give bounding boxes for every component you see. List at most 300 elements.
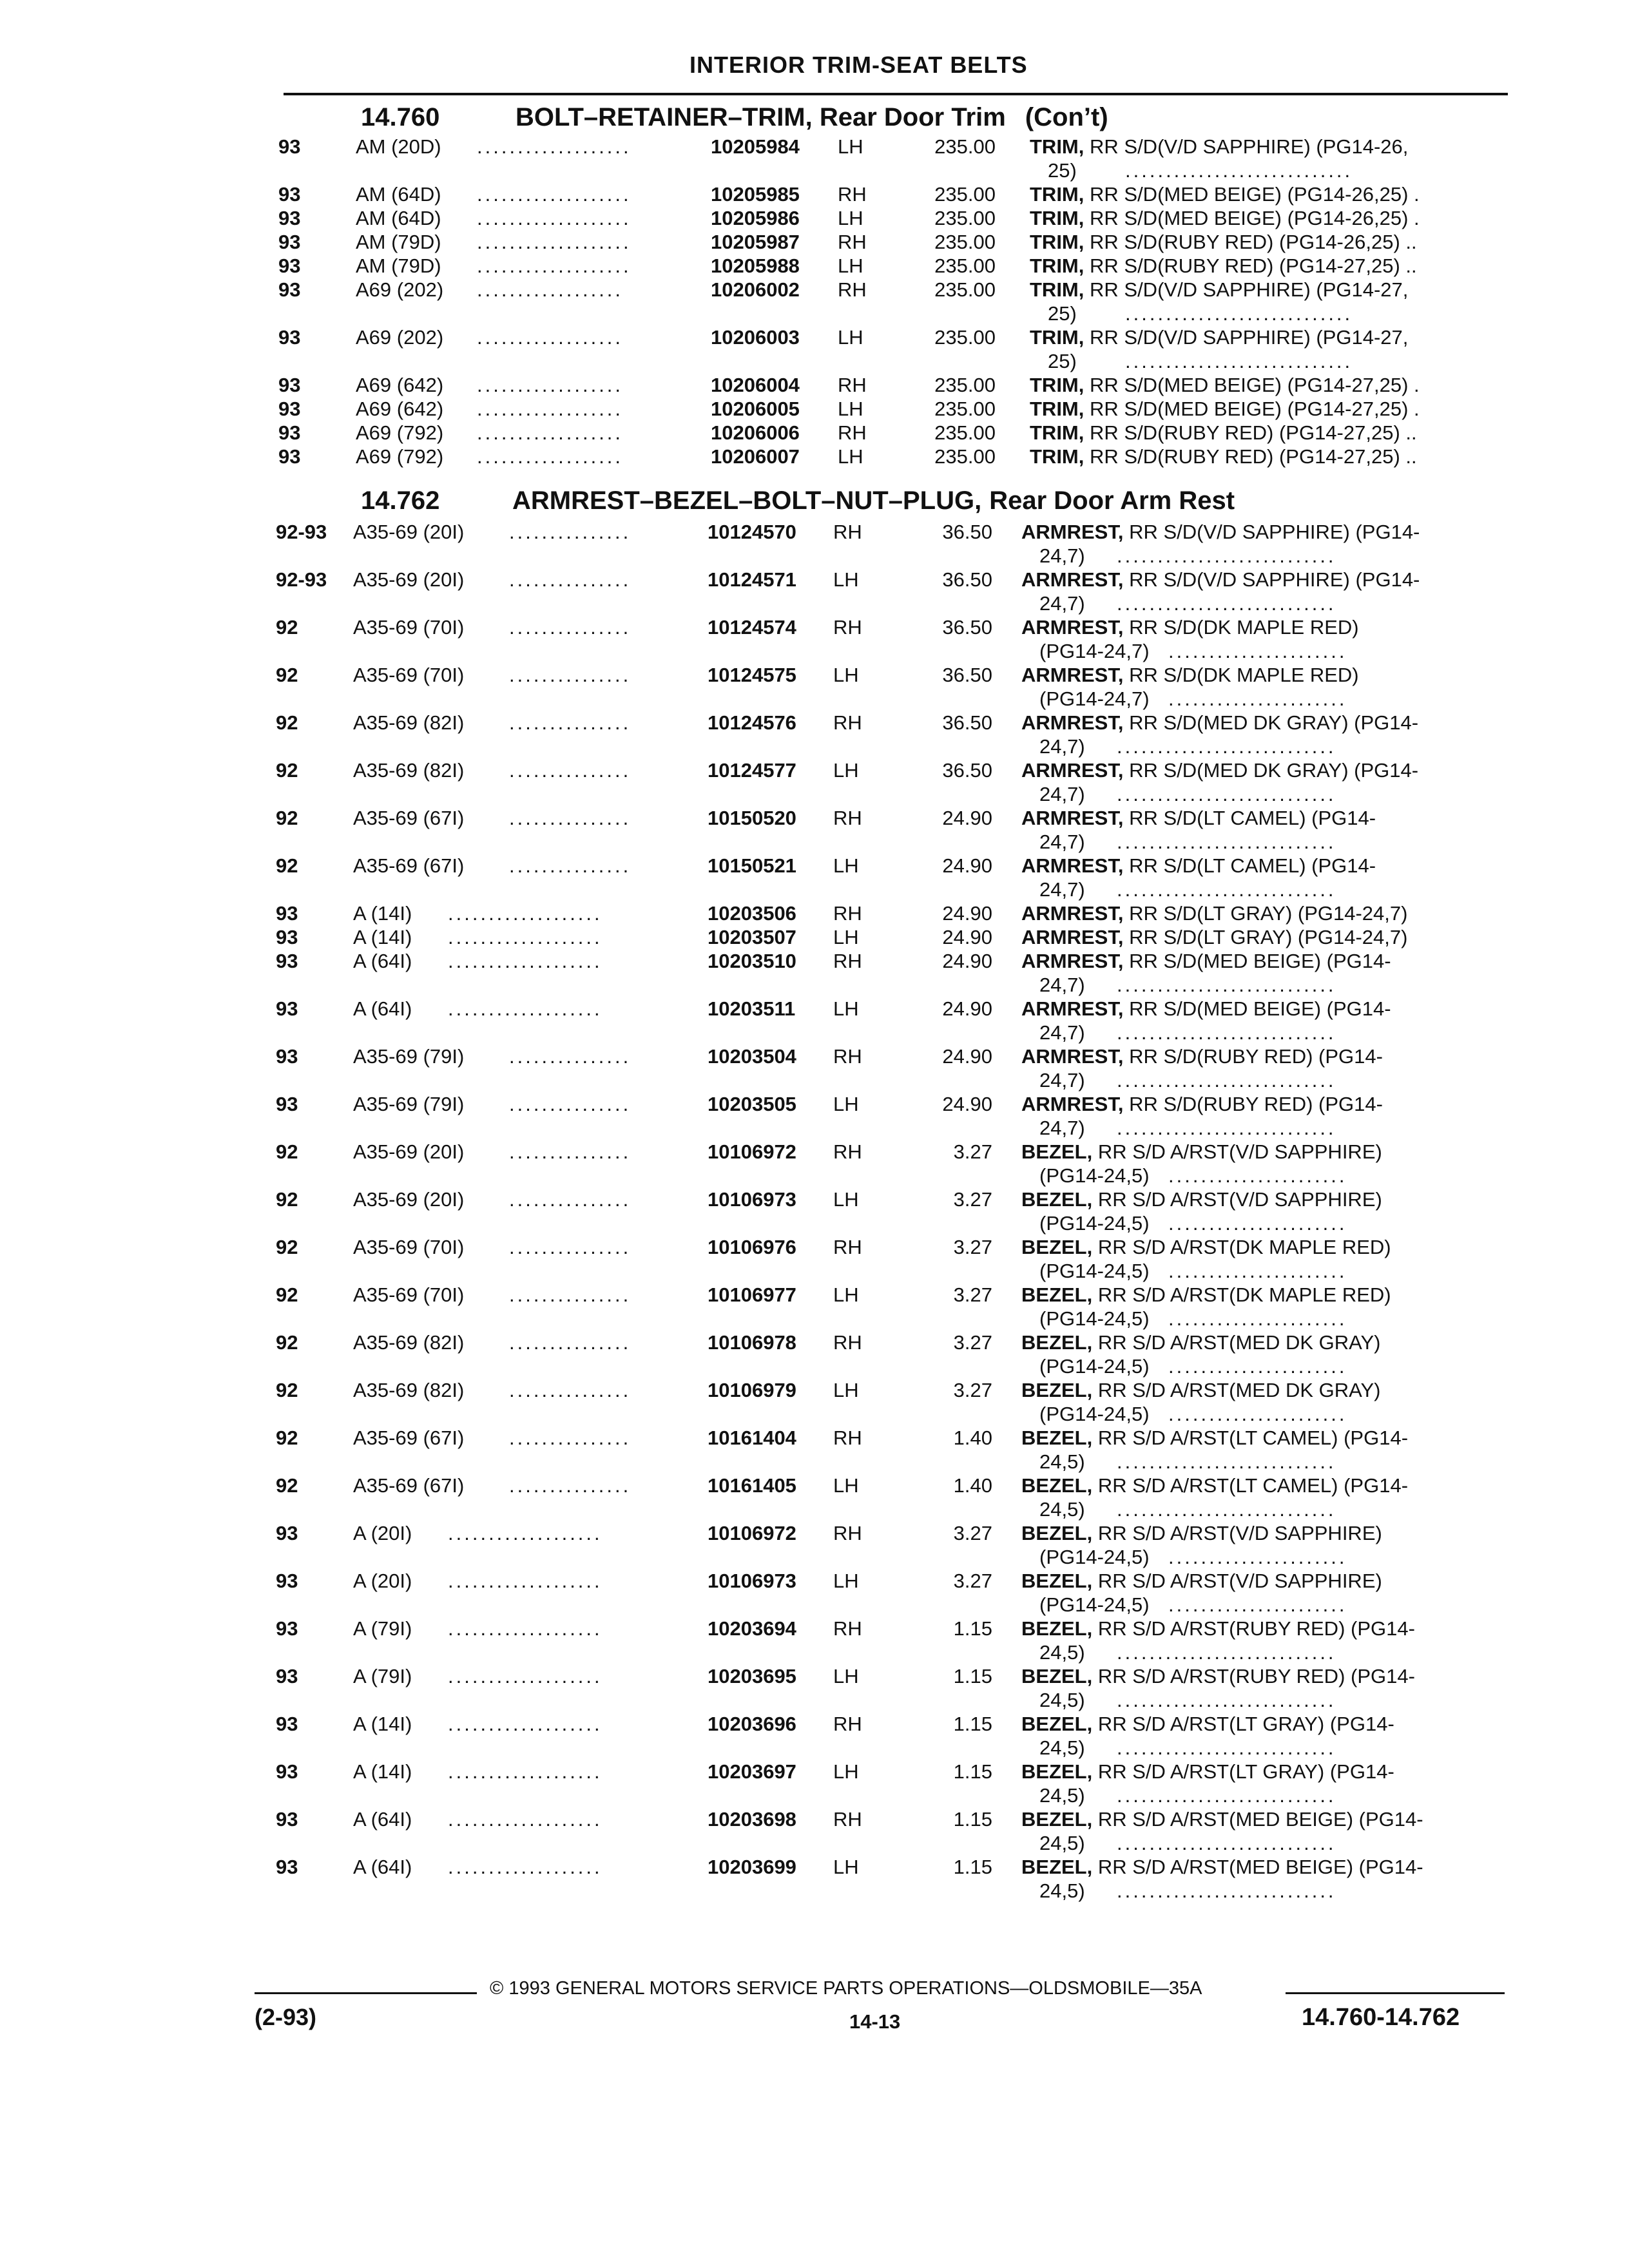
description	[1021, 1140, 1382, 1164]
model-code: A35-69 (20I)	[353, 1188, 465, 1211]
model-code: A35-69 (67I)	[353, 854, 465, 877]
model-code: A (64I)	[353, 1808, 412, 1831]
description-continuation: 24,7)	[1039, 783, 1085, 805]
model-code: A (64I)	[353, 997, 412, 1020]
model-year: 93	[276, 1617, 298, 1640]
description	[1021, 1856, 1423, 1879]
desc-space	[1123, 616, 1129, 639]
desc-space	[1084, 207, 1090, 229]
leader-dots: ...................	[448, 1522, 602, 1544]
leader-dots: ...................	[477, 135, 631, 158]
price: 235.00	[934, 421, 996, 444]
model-code: A35-69 (70I)	[353, 1283, 465, 1306]
model-code: A (20I)	[353, 1570, 412, 1592]
model-year: 92	[276, 854, 298, 877]
side: LH	[833, 1856, 859, 1878]
part-number: 10106972	[708, 1140, 796, 1163]
model-code: A35-69 (67I)	[353, 1427, 465, 1449]
table-row	[0, 950, 1629, 997]
description-keyword: ARMREST,	[1021, 926, 1124, 948]
description-text: RR S/D A/RST(RUBY RED) (PG14-	[1097, 1617, 1415, 1640]
table-row	[0, 568, 1629, 616]
description-continuation: (PG14-24,5)	[1039, 1164, 1150, 1187]
desc-space	[1123, 711, 1129, 734]
price: 36.50	[942, 568, 992, 591]
description-keyword: ARMREST,	[1021, 568, 1124, 591]
price: 24.90	[942, 854, 992, 877]
desc-space	[1084, 445, 1090, 468]
model-code: A69 (642)	[356, 398, 444, 420]
leader-dots: ..................	[477, 398, 624, 420]
desc-space	[1123, 521, 1129, 543]
table-row	[0, 1379, 1629, 1427]
side: LH	[833, 926, 859, 948]
description-continuation: (PG14-24,7)	[1039, 640, 1150, 662]
part-number: 10150520	[708, 807, 796, 829]
description-leader-dots: ...........................	[1117, 1736, 1336, 1759]
model-code: A69 (792)	[356, 445, 444, 468]
desc-space	[1123, 854, 1129, 877]
description-text: RR S/D(RUBY RED) (PG14-27,25) ..	[1090, 421, 1417, 444]
description-keyword: ARMREST,	[1021, 664, 1124, 686]
leader-dots: ...............	[509, 568, 631, 591]
price: 1.15	[953, 1808, 992, 1831]
price: 1.15	[953, 1856, 992, 1878]
model-year: 93	[278, 207, 301, 229]
model-year: 92	[276, 1236, 298, 1258]
price: 3.27	[953, 1331, 992, 1354]
leader-dots: ...................	[477, 255, 631, 277]
model-code: A69 (792)	[356, 421, 444, 444]
part-number: 10206003	[711, 326, 800, 349]
side: LH	[838, 207, 863, 229]
side: RH	[833, 1236, 862, 1258]
side: LH	[833, 1474, 859, 1497]
side: LH	[833, 664, 859, 686]
model-year: 92	[276, 1283, 298, 1306]
model-year: 93	[278, 183, 301, 206]
leader-dots: ...............	[509, 521, 631, 543]
leader-dots: ...............	[509, 616, 631, 639]
model-year: 93	[278, 398, 301, 420]
model-year: 93	[276, 926, 298, 948]
description-leader-dots: ...........................	[1117, 1450, 1336, 1473]
model-year: 92	[276, 1140, 298, 1163]
model-year: 92	[276, 664, 298, 686]
description	[1021, 1236, 1391, 1259]
description-text: RR S/D(MED BEIGE) (PG14-	[1129, 950, 1391, 972]
leader-dots: ...............	[509, 1140, 631, 1163]
description-keyword: TRIM,	[1030, 421, 1084, 444]
price: 36.50	[942, 521, 992, 543]
side: LH	[833, 1760, 859, 1783]
description	[1021, 1093, 1383, 1116]
part-number: 10205984	[711, 135, 800, 158]
model-code: A35-69 (70I)	[353, 1236, 465, 1258]
desc-space	[1092, 1188, 1098, 1211]
description-text: RR S/D(MED BEIGE) (PG14-26,25) .	[1090, 183, 1420, 206]
model-code: A35-69 (70I)	[353, 616, 465, 639]
model-year: 93	[278, 374, 301, 396]
side: LH	[833, 1570, 859, 1592]
desc-space	[1092, 1427, 1098, 1449]
price: 235.00	[934, 231, 996, 253]
price: 24.90	[942, 807, 992, 829]
part-number: 10203504	[708, 1045, 796, 1068]
description-keyword: TRIM,	[1030, 326, 1084, 349]
price: 36.50	[942, 711, 992, 734]
description-continuation: (PG14-24,5)	[1039, 1260, 1150, 1282]
description-keyword: TRIM,	[1030, 255, 1084, 277]
part-number: 10203506	[708, 902, 796, 925]
side: LH	[833, 1379, 859, 1401]
part-number: 10106972	[708, 1522, 796, 1544]
side: LH	[833, 1283, 859, 1306]
table-row	[0, 664, 1629, 711]
table-row	[0, 374, 1629, 398]
desc-space	[1084, 421, 1090, 444]
side: RH	[833, 1331, 862, 1354]
desc-space	[1092, 1140, 1098, 1163]
model-year: 92	[276, 1188, 298, 1211]
leader-dots: ...................	[448, 1617, 602, 1640]
table-row	[0, 445, 1629, 469]
description-leader-dots: ......................	[1168, 1403, 1347, 1425]
description-continuation: 24,5)	[1039, 1879, 1085, 1902]
description	[1021, 1379, 1381, 1402]
description-keyword: ARMREST,	[1021, 1045, 1124, 1068]
side: LH	[833, 1188, 859, 1211]
table-row	[0, 1760, 1629, 1808]
table-row	[0, 1856, 1629, 1903]
model-code: AM (64D)	[356, 183, 441, 206]
description-text: RR S/D A/RST(LT GRAY) (PG14-	[1097, 1760, 1394, 1783]
table-row	[0, 326, 1629, 374]
model-code: A35-69 (20I)	[353, 1140, 465, 1163]
description-keyword: TRIM,	[1030, 231, 1084, 253]
desc-space	[1084, 231, 1090, 253]
description-leader-dots: ............................	[1125, 350, 1353, 372]
description-keyword: BEZEL,	[1021, 1283, 1093, 1306]
model-code: A35-69 (67I)	[353, 1474, 465, 1497]
model-code: A35-69 (82I)	[353, 1379, 465, 1401]
description	[1021, 711, 1418, 735]
description-keyword: ARMREST,	[1021, 950, 1124, 972]
desc-space	[1092, 1617, 1098, 1640]
side: LH	[838, 326, 863, 349]
table-row	[0, 711, 1629, 759]
model-code: AM (64D)	[356, 207, 441, 229]
description-continuation: 24,7)	[1039, 974, 1085, 996]
leader-dots: ...................	[448, 1665, 602, 1687]
part-number: 10124576	[708, 711, 796, 734]
part-number: 10161405	[708, 1474, 796, 1497]
part-number: 10203698	[708, 1808, 796, 1831]
leader-dots: ...................	[448, 997, 602, 1020]
footer-rule-left	[255, 1992, 477, 1994]
model-year: 92	[276, 1331, 298, 1354]
price: 3.27	[953, 1570, 992, 1592]
page-header: INTERIOR TRIM-SEAT BELTS	[689, 52, 1028, 78]
leader-dots: ...................	[448, 1808, 602, 1831]
description-leader-dots: ...........................	[1117, 544, 1336, 567]
price: 24.90	[942, 926, 992, 948]
description-text: RR S/D(MED BEIGE) (PG14-26,25) .	[1090, 207, 1420, 229]
description-leader-dots: ...........................	[1117, 783, 1336, 805]
side: RH	[833, 1808, 862, 1831]
side: LH	[838, 135, 863, 158]
price: 235.00	[934, 374, 996, 396]
price: 24.90	[942, 1093, 992, 1115]
part-number: 10203699	[708, 1856, 796, 1878]
description-keyword: TRIM,	[1030, 278, 1084, 301]
section-title-text: ARMREST–BEZEL–BOLT–NUT–PLUG,	[512, 486, 982, 515]
desc-space	[1123, 1045, 1129, 1068]
description-leader-dots: ...........................	[1117, 1832, 1336, 1854]
leader-dots: ...............	[509, 1427, 631, 1449]
description-continuation: 24,7)	[1039, 831, 1085, 853]
price: 1.15	[953, 1760, 992, 1783]
description-continuation: 24,7)	[1039, 1117, 1085, 1139]
description-continuation: 24,7)	[1039, 878, 1085, 901]
description-leader-dots: ...........................	[1117, 735, 1336, 758]
model-year: 93	[278, 445, 301, 468]
desc-space	[1092, 1236, 1098, 1258]
side: RH	[833, 616, 862, 639]
description	[1030, 374, 1420, 397]
description-text: RR S/D(DK MAPLE RED)	[1129, 664, 1359, 686]
desc-space	[1084, 374, 1090, 396]
model-code: A (14I)	[353, 1713, 412, 1735]
description	[1021, 664, 1359, 687]
description-keyword: BEZEL,	[1021, 1570, 1093, 1592]
description-keyword: BEZEL,	[1021, 1665, 1093, 1687]
model-code: A35-69 (67I)	[353, 807, 465, 829]
leader-dots: ..................	[477, 326, 624, 349]
model-year: 93	[278, 326, 301, 349]
description-keyword: ARMREST,	[1021, 807, 1124, 829]
description-text: RR S/D(RUBY RED) (PG14-27,25) ..	[1090, 255, 1417, 277]
description-keyword: BEZEL,	[1021, 1856, 1093, 1878]
price: 3.27	[953, 1140, 992, 1163]
leader-dots: ..................	[477, 278, 624, 301]
model-year: 93	[276, 997, 298, 1020]
model-year: 93	[276, 1808, 298, 1831]
leader-dots: ..................	[477, 445, 624, 468]
table-row	[0, 902, 1629, 926]
part-number: 10106978	[708, 1331, 796, 1354]
leader-dots: ..................	[477, 421, 624, 444]
side: RH	[833, 711, 862, 734]
description-keyword: ARMREST,	[1021, 854, 1124, 877]
description-leader-dots: ...........................	[1117, 1879, 1336, 1902]
description	[1021, 1808, 1423, 1831]
description-text: RR S/D(RUBY RED) (PG14-27,25) ..	[1090, 445, 1417, 468]
description-leader-dots: ...........................	[1117, 1784, 1336, 1807]
description-leader-dots: ...........................	[1117, 974, 1336, 996]
description-text: RR S/D A/RST(MED BEIGE) (PG14-	[1097, 1856, 1423, 1878]
description-continuation: (PG14-24,5)	[1039, 1355, 1150, 1378]
model-year: 93	[278, 135, 301, 158]
table-row	[0, 1283, 1629, 1331]
footer-rule-right	[1286, 1992, 1505, 1994]
model-code: A35-69 (82I)	[353, 711, 465, 734]
table-row	[0, 207, 1629, 231]
model-code: A35-69 (79I)	[353, 1045, 465, 1068]
description-leader-dots: ......................	[1168, 1164, 1347, 1187]
leader-dots: ...............	[509, 1331, 631, 1354]
desc-space	[1084, 398, 1090, 420]
header-rule	[284, 93, 1508, 95]
description-keyword: TRIM,	[1030, 207, 1084, 229]
description	[1021, 1713, 1394, 1736]
part-number: 10203696	[708, 1713, 796, 1735]
model-code: A (79I)	[353, 1665, 412, 1687]
description-continuation: 24,5)	[1039, 1450, 1085, 1473]
section-title-suffix: Rear Door Arm Rest	[989, 486, 1235, 515]
description-text: RR S/D A/RST(V/D SAPPHIRE)	[1097, 1522, 1382, 1544]
side: LH	[833, 568, 859, 591]
table-row	[0, 1808, 1629, 1856]
description-continuation: 24,5)	[1039, 1498, 1085, 1521]
table-row	[0, 1045, 1629, 1093]
model-year: 93	[278, 421, 301, 444]
description-text: RR S/D(RUBY RED) (PG14-	[1129, 1093, 1383, 1115]
description	[1030, 445, 1417, 468]
description-leader-dots: ......................	[1168, 1212, 1347, 1235]
description-continuation: 25)	[1048, 302, 1077, 325]
desc-space	[1092, 1379, 1098, 1401]
description-text: RR S/D(MED BEIGE) (PG14-27,25) .	[1090, 398, 1420, 420]
side: RH	[833, 950, 862, 972]
model-year: 92	[276, 807, 298, 829]
description-continuation: 24,5)	[1039, 1736, 1085, 1759]
side: RH	[838, 374, 867, 396]
description	[1021, 1427, 1408, 1450]
table-row	[0, 1665, 1629, 1713]
desc-space	[1123, 926, 1129, 948]
description-leader-dots: ............................	[1125, 302, 1353, 325]
description	[1021, 1283, 1391, 1307]
price: 235.00	[934, 183, 996, 206]
leader-dots: ...................	[477, 183, 631, 206]
description-leader-dots: ...........................	[1117, 1641, 1336, 1664]
model-year: 93	[276, 902, 298, 925]
description	[1021, 1045, 1383, 1068]
description-keyword: BEZEL,	[1021, 1188, 1093, 1211]
description-text: RR S/D A/RST(V/D SAPPHIRE)	[1097, 1188, 1382, 1211]
description	[1021, 807, 1376, 830]
description	[1021, 854, 1376, 878]
leader-dots: ...................	[448, 1713, 602, 1735]
description-text: RR S/D A/RST(MED DK GRAY)	[1097, 1379, 1381, 1401]
description-leader-dots: ...........................	[1117, 831, 1336, 853]
description-text: RR S/D(LT GRAY) (PG14-24,7)	[1129, 926, 1408, 948]
description-keyword: ARMREST,	[1021, 616, 1124, 639]
desc-space	[1084, 135, 1090, 158]
description	[1021, 1760, 1394, 1783]
description-leader-dots: ............................	[1125, 159, 1353, 182]
price: 235.00	[934, 135, 996, 158]
description-continuation: 25)	[1048, 350, 1077, 372]
description-continuation: 24,5)	[1039, 1832, 1085, 1854]
table-row	[0, 183, 1629, 207]
description-continuation: 24,7)	[1039, 544, 1085, 567]
description-continuation: (PG14-24,5)	[1039, 1403, 1150, 1425]
side: RH	[833, 807, 862, 829]
side: RH	[838, 278, 867, 301]
leader-dots: ...............	[509, 711, 631, 734]
description-leader-dots: ......................	[1168, 1307, 1347, 1330]
leader-dots: ...................	[448, 902, 602, 925]
side: LH	[838, 445, 863, 468]
description-leader-dots: ......................	[1168, 640, 1347, 662]
model-year: 93	[276, 1093, 298, 1115]
price: 235.00	[934, 278, 996, 301]
model-year: 93	[276, 950, 298, 972]
description-continuation: 25)	[1048, 159, 1077, 182]
part-number: 10203505	[708, 1093, 796, 1115]
description	[1021, 1570, 1382, 1593]
description-keyword: TRIM,	[1030, 445, 1084, 468]
model-year: 93	[276, 1856, 298, 1878]
model-code: AM (79D)	[356, 255, 441, 277]
part-number: 10206002	[711, 278, 800, 301]
description	[1021, 759, 1418, 782]
price: 24.90	[942, 950, 992, 972]
description-keyword: ARMREST,	[1021, 997, 1124, 1020]
desc-space	[1092, 1570, 1098, 1592]
leader-dots: ...................	[477, 231, 631, 253]
model-year: 92	[276, 759, 298, 782]
model-year: 93	[276, 1665, 298, 1687]
leader-dots: ...............	[509, 807, 631, 829]
description-continuation: (PG14-24,7)	[1039, 687, 1150, 710]
table-row	[0, 997, 1629, 1045]
description	[1021, 1665, 1415, 1688]
leader-dots: ...............	[509, 759, 631, 782]
side: LH	[838, 255, 863, 277]
table-row	[0, 926, 1629, 950]
description	[1021, 902, 1407, 925]
leader-dots: ...............	[509, 1379, 631, 1401]
model-code: AM (79D)	[356, 231, 441, 253]
description-keyword: BEZEL,	[1021, 1331, 1093, 1354]
part-number: 10206006	[711, 421, 800, 444]
footer-date: (2-93)	[255, 2004, 317, 2030]
table-row	[0, 854, 1629, 902]
side: RH	[838, 231, 867, 253]
description-text: RR S/D A/RST(DK MAPLE RED)	[1097, 1283, 1391, 1306]
price: 235.00	[934, 445, 996, 468]
part-number: 10205986	[711, 207, 800, 229]
side: RH	[833, 902, 862, 925]
description-keyword: ARMREST,	[1021, 521, 1124, 543]
description-continuation: 24,7)	[1039, 735, 1085, 758]
description	[1021, 1617, 1415, 1640]
table-row	[0, 1188, 1629, 1236]
model-year: 93	[278, 255, 301, 277]
description-keyword: ARMREST,	[1021, 759, 1124, 782]
description-keyword: BEZEL,	[1021, 1427, 1093, 1449]
desc-space	[1092, 1808, 1098, 1831]
description	[1030, 183, 1420, 206]
table-row	[0, 759, 1629, 807]
price: 36.50	[942, 759, 992, 782]
section-title-suffix: (Con’t)	[1025, 103, 1108, 131]
description-leader-dots: ......................	[1168, 687, 1347, 710]
desc-space	[1123, 950, 1129, 972]
